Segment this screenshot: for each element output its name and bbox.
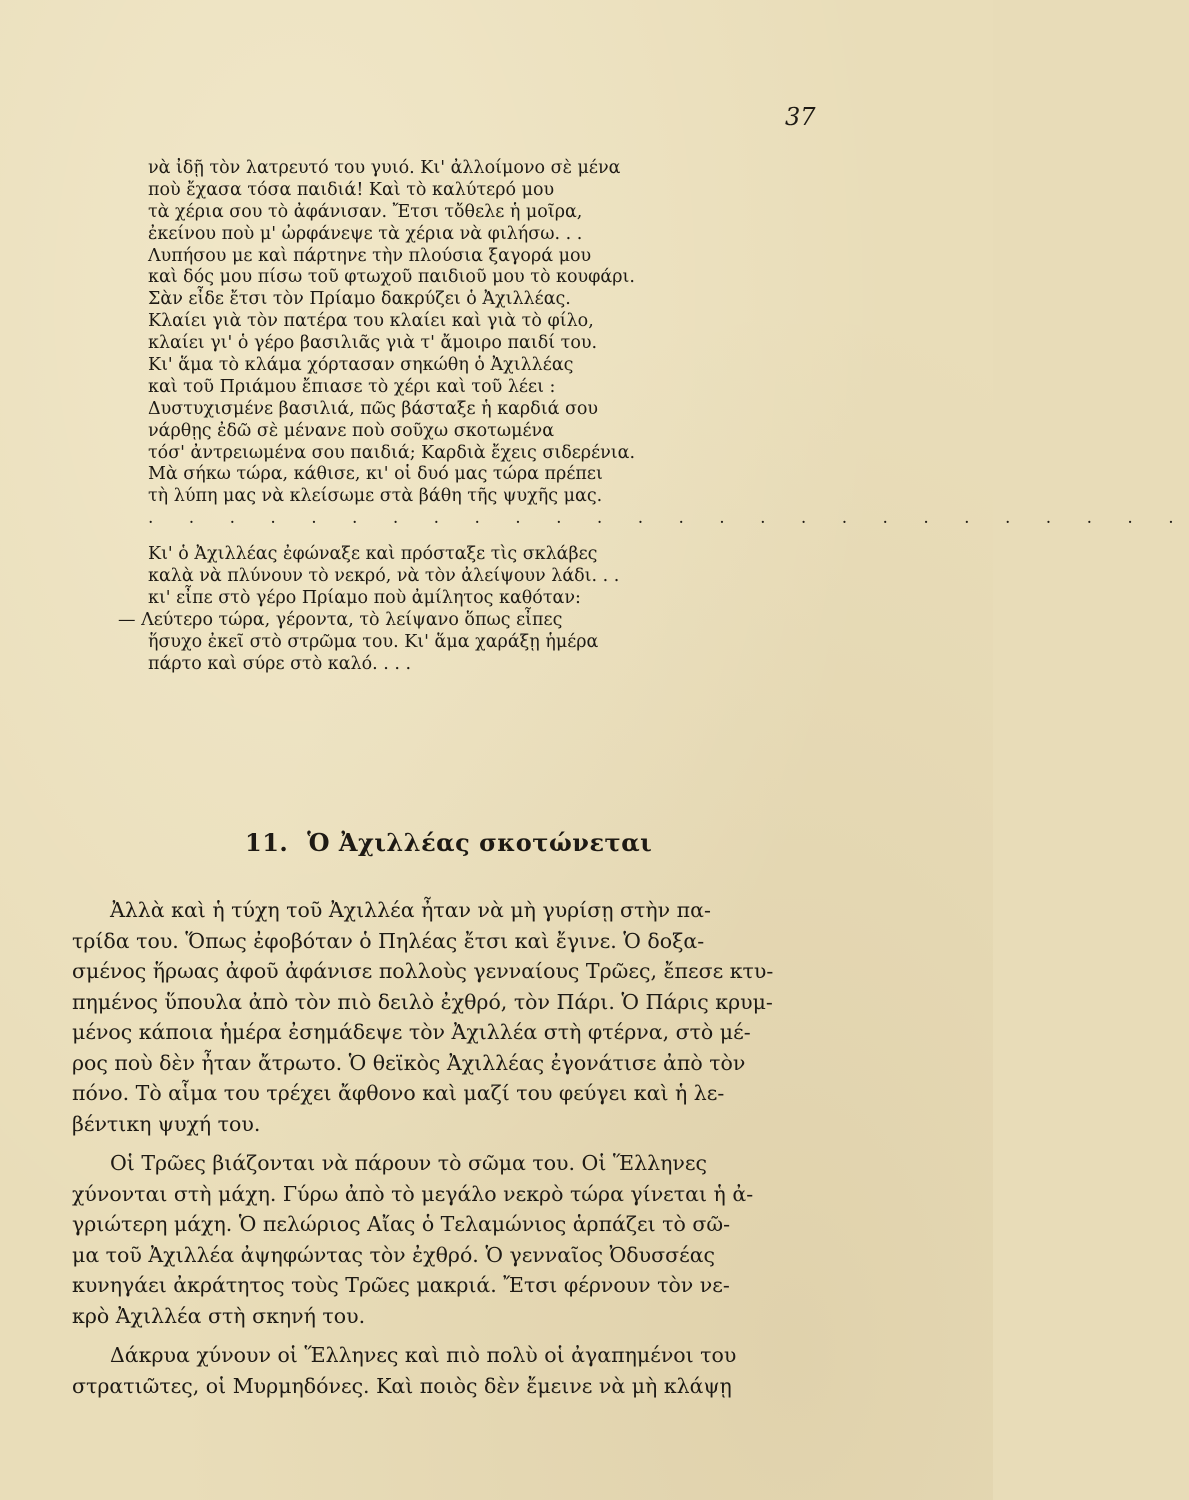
prose-line: βέντικη ψυχή του. <box>72 1111 261 1136</box>
verse-line: καὶ τοῦ Πριάμου ἔπιασε τὸ χέρι καὶ τοῦ λέει : <box>148 376 556 397</box>
verse-line: Δυστυχισμένε βασιλιά, πῶς βάσταξε ἡ καρδιά σου <box>148 398 599 419</box>
verse-line: κι' εἶπε στὸ γέρο Πρίαμο ποὺ ἀμίλητος καθόταν: <box>148 588 581 609</box>
chapter-heading <box>245 828 652 857</box>
prose-line: μα τοῦ Ἀχιλλέα ἀψηφώντας τὸν ἐχθρό. Ὁ γενναῖος Ὀδυσσέας <box>72 1242 716 1267</box>
verse-line: κλαίει γι' ὁ γέρο βασιλιᾶς γιὰ τ' ἄμοιρο παιδί του. <box>148 333 598 354</box>
prose-line: πόνο. Τὸ αἷμα του τρέχει ἄφθονο καὶ μαζί του φεύγει καὶ ἡ λε- <box>72 1081 725 1105</box>
verse-line: Κλαίει γιὰ τὸν πατέρα του κλαίει καὶ γιὰ τὸ φίλο, <box>148 311 594 332</box>
paragraph <box>72 1340 860 1401</box>
verse-line: τὰ χέρια σου τὸ ἀφάνισαν. Ἔτσι τὄθελε ἡ μοῖρα, <box>148 201 583 222</box>
page-number: 37 <box>785 103 816 131</box>
prose-line: Δάκρυα χύνουν οἱ Ἕλληνες καὶ πιὸ πολὺ οἱ ἀγαπημένοι του <box>110 1343 737 1367</box>
verse-line: νὰ ἰδῇ τὸν λατρευτό του γυιό. Κι' ἀλλοίμονο σὲ μένα <box>148 158 621 178</box>
verse-line: Κι' ἅμα τὸ κλάμα χόρτασαν σηκώθη ὁ Ἀχιλλέας <box>148 355 574 376</box>
prose-line: σμένος ἥρωας ἀφοῦ ἀφάνισε πολλοὺς γενναίους Τρῶες, ἔπεσε κτυ- <box>72 959 774 983</box>
verse-line: καὶ δός μου πίσω τοῦ φτωχοῦ παιδιοῦ μου τὸ κουφάρι. <box>148 267 635 288</box>
paragraph <box>72 1148 860 1331</box>
stanza-gap <box>148 530 748 544</box>
prose-body <box>72 895 860 1401</box>
prose-line: κυνηγάει ἀκράτητος τοὺς Τρῶες μακριά. Ἔτσι φέρνουν τὸν νε- <box>72 1273 730 1297</box>
verse-line: Σὰν εἶδε ἔτσι τὸν Πρίαμο δακρύζει ὁ Ἀχιλλέας. <box>148 289 571 310</box>
paragraph <box>72 895 860 1139</box>
prose-line: ρος ποὺ δὲν ἦταν ἄτρωτο. Ὁ θεϊκὸς Ἀχιλλέας ἐγονάτισε ἀπὸ τὸν <box>72 1050 746 1075</box>
prose-line: πημένος ὕπουλα ἀπὸ τὸν πιὸ δειλὸ ἐχθρό, τὸν Πάρι. Ὁ Πάρις κρυμ- <box>72 989 773 1014</box>
prose-line: μένος κάποια ἡμέρα ἐσημάδεψε τὸν Ἀχιλλέα στὴ φτέρνα, στὸ μέ- <box>72 1020 751 1044</box>
chapter-number: 11. <box>245 828 289 857</box>
verse-line: ποὺ ἔχασα τόσα παιδιά! Καὶ τὸ καλύτερό μου <box>148 179 555 200</box>
verse-line: Κι' ὁ Ἀχιλλέας ἐφώναξε καὶ πρόσταξε τὶς σκλάβες <box>148 544 598 565</box>
prose-line: Ἀλλὰ καὶ ἡ τύχη τοῦ Ἀχιλλέα ἦταν νὰ μὴ γυρίσῃ στὴν πα- <box>110 898 711 922</box>
ellipsis-divider: . . . . . . . . . . . . . . . . . . . . . . . . . . <box>148 508 1189 529</box>
verse-line: νάρθῃς ἐδῶ σὲ μένανε ποὺ σοῦχω σκοτωμένα <box>148 420 555 441</box>
verse-line: τόσ' ἀντρειωμένα σου παιδιά; Καρδιὰ ἔχεις σιδερένια. <box>148 442 636 463</box>
chapter-title: Ὁ Ἀχιλλέας σκοτώνεται <box>307 828 653 857</box>
verse-line: Μὰ σήκω τώρα, κάθισε, κι' οἱ δυό μας τώρα πρέπει <box>148 464 603 485</box>
verse-line: καλὰ νὰ πλύνουν τὸ νεκρό, νὰ τὸν ἀλείψουν λάδι. . . <box>148 566 620 587</box>
verse-line: πάρτο καὶ σύρε στὸ καλό. . . . <box>148 653 412 674</box>
verse-block <box>118 158 1189 676</box>
prose-line: κρὸ Ἀχιλλέα στὴ σκηνή του. <box>72 1303 366 1328</box>
prose-line: τρίδα του. Ὅπως ἐφοβόταν ὁ Πηλέας ἔτσι καὶ ἔγινε. Ὁ δοξα- <box>72 928 705 953</box>
verse-line: τὴ λύπη μας νὰ κλείσωμε στὰ βάθη τῆς ψυχῆς μας. <box>148 486 603 507</box>
prose-line: Οἱ Τρῶες βιάζονται νὰ πάρουν τὸ σῶμα του. Οἱ Ἕλληνες <box>110 1151 707 1175</box>
prose-line: στρατιῶτες, οἱ Μυρμηδόνες. Καὶ ποιὸς δὲν ἔμεινε νὰ μὴ κλάψῃ <box>72 1373 732 1398</box>
prose-line: χύνονται στὴ μάχη. Γύρω ἀπὸ τὸ μεγάλο νεκρὸ τώρα γίνεται ἡ ἀ- <box>72 1181 754 1206</box>
verse-line: ἥσυχο ἐκεῖ στὸ στρῶμα του. Κι' ἅμα χαράξῃ ἡμέρα <box>148 631 599 652</box>
verse-line: ἐκείνου ποὺ μ' ὠρφάνεψε τὰ χέρια νὰ φιλήσω. . . <box>148 223 583 244</box>
verse-line: — Λεύτερο τώρα, γέροντα, τὸ λείψανο ὅπως εἶπες <box>118 609 563 630</box>
verse-line: Λυπήσου με καὶ πάρτηνε τὴν πλούσια ξαγορά μου <box>148 245 592 266</box>
prose-line: γριώτερη μάχη. Ὁ πελώριος Αἴας ὁ Τελαμώνιος ἁρπάζει τὸ σῶ- <box>72 1212 731 1236</box>
